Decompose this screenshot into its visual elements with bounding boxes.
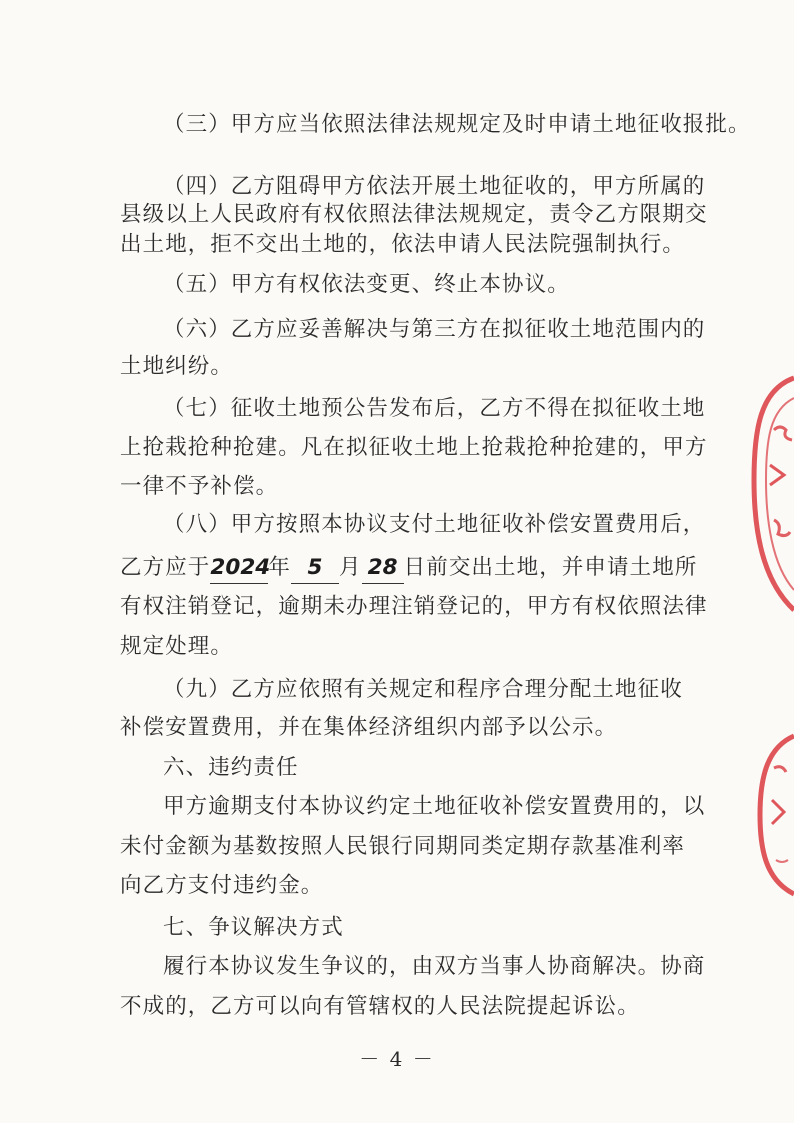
clause-8-line-4: 规定处理。 [120,634,234,659]
clause-5: （五）甲方有权依法变更、终止本协议。 [163,272,570,297]
clause-4-line-2: 县级以上人民政府有权依照法律法规规定，责令乙方限期交 [120,202,708,227]
clause-6-line-1: （六）乙方应妥善解决与第三方在拟征收土地范围内的 [163,317,706,342]
section-7-line-2: 不成的，乙方可以向有管辖权的人民法院提起诉讼。 [120,994,640,1019]
section-7-title: 七、争议解决方式 [163,915,344,940]
clause-8-text-a: 乙方应于 [120,555,211,580]
clause-8-line-1: （八）甲方按照本协议支付土地征收补偿安置费用后， [163,512,706,537]
section-6-line-2: 未付金额为基数按照人民银行同期同类定期存款基准利率 [120,834,686,859]
section-6-line-1: 甲方逾期支付本协议约定土地征收补偿安置费用的，以 [163,794,706,819]
clause-6-line-2: 土地纠纷。 [120,354,234,379]
clause-9-line-2: 补偿安置费用，并在集体经济组织内部予以公示。 [120,715,618,740]
handwritten-day: 28 [367,555,398,580]
clause-3: （三）甲方应当依照法律法规规定及时申请土地征收报批。 [163,112,751,137]
month-field [291,553,339,584]
clause-8-line-2 [120,553,698,584]
clause-8-text-b: 年 [268,555,292,580]
page-number: － 4 － [359,1047,435,1071]
clause-9-line-1: （九）乙方应依照有关规定和程序合理分配土地征收 [163,677,683,702]
day-field [362,553,404,584]
clause-8-line-3: 有权注销登记，逾期未办理注销登记的，甲方有权依照法律 [120,594,708,619]
clause-7-line-2: 上抢栽抢种抢建。凡在拟征收土地上抢栽抢种抢建的，甲方 [120,435,708,460]
clause-8-text-d: 日前交出土地，并申请土地所 [403,555,698,580]
section-7-line-1: 履行本协议发生争议的，由双方当事人协商解决。协商 [163,954,706,979]
section-6-line-3: 向乙方支付违约金。 [120,873,324,898]
clause-7-line-3: 一律不予补偿。 [120,474,279,499]
clause-4-line-1: （四）乙方阻碍甲方依法开展土地征收的，甲方所属的 [163,174,706,199]
clause-8-text-c: 月 [339,555,362,580]
handwritten-year: 2024 [210,555,271,580]
section-6-title: 六、违约责任 [163,755,299,780]
clause-4-line-3: 出土地，拒不交出土地的，依法申请人民法院强制执行。 [120,232,686,257]
seal-stamp-top [740,370,794,630]
year-field [210,553,271,584]
clause-7-line-1: （七）征收土地预公告发布后，乙方不得在拟征收土地 [163,396,706,421]
seal-stamp-bottom [740,730,794,900]
handwritten-month: 5 [307,555,323,580]
